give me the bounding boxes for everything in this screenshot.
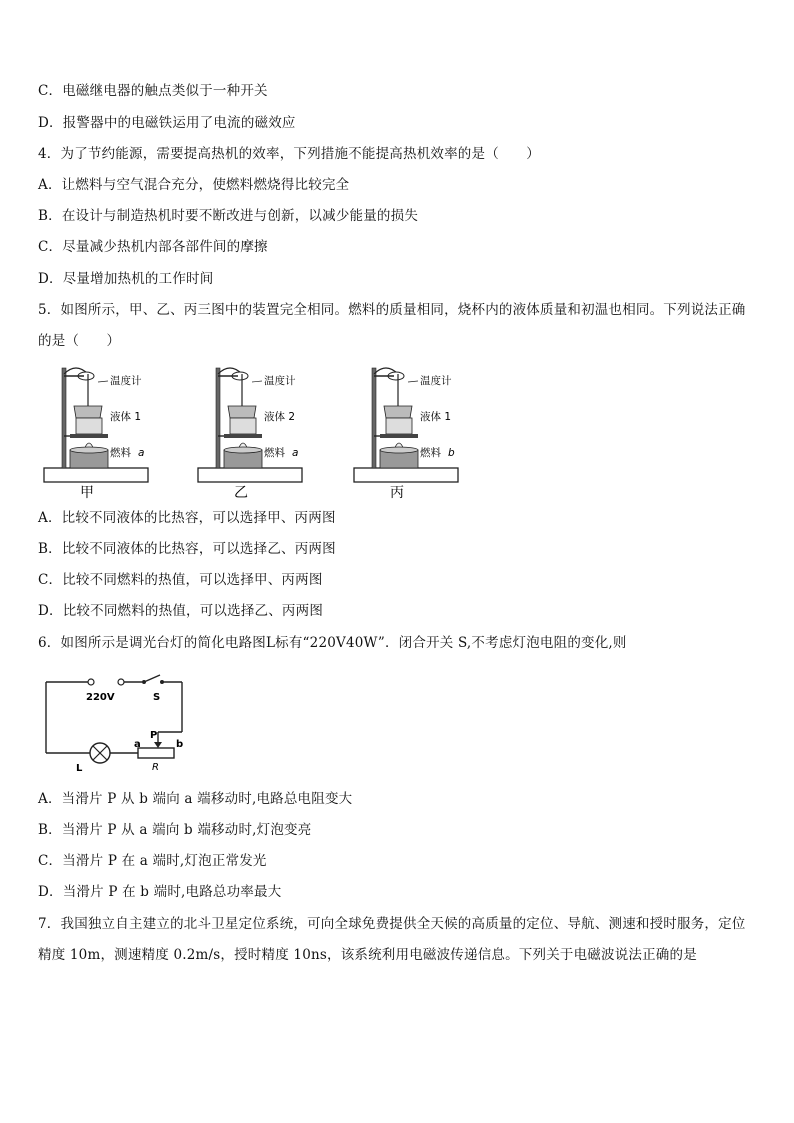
q5-option-d: D．比较不同燃料的热值，可以选择乙、丙两图 bbox=[38, 603, 324, 619]
caption-jia: 甲 bbox=[80, 485, 94, 501]
apparatus-figure bbox=[40, 360, 480, 502]
circuit-diagram bbox=[36, 670, 206, 774]
slider-arrow bbox=[154, 742, 162, 748]
q6-option-b: B．当滑片 P 从 a 端向 b 端移动时,灯泡变亮 bbox=[38, 822, 312, 838]
fuel-id: b bbox=[448, 447, 455, 459]
apparatus-bing bbox=[354, 368, 458, 501]
caption-yi: 乙 bbox=[234, 485, 248, 501]
q7-stem-line1: 7．我国独立自主建立的北斗卫星定位系统，可向全球免费提供全天候的高质量的定位、导航、测速和授时服务，定位 bbox=[38, 916, 746, 932]
thermometer-label: 温度计 bbox=[420, 375, 452, 387]
thermometer-label: 温度计 bbox=[110, 375, 142, 387]
liquid-label: 液体 1 bbox=[420, 411, 452, 423]
q5-stem-line2: 的是（ ） bbox=[38, 333, 121, 349]
terminal-right bbox=[118, 679, 124, 685]
fuel-id: a bbox=[292, 447, 299, 459]
rheostat bbox=[138, 748, 174, 758]
end-a-label: a bbox=[134, 739, 141, 750]
switch-blade bbox=[144, 675, 160, 682]
q4-stem: 4．为了节约能源，需要提高热机的效率，下列措施不能提高热机效率的是（ ） bbox=[38, 146, 540, 162]
caption-bing: 丙 bbox=[390, 485, 404, 501]
lamp-label: L bbox=[76, 763, 83, 774]
terminal-left bbox=[88, 679, 94, 685]
apparatus-jia bbox=[44, 368, 148, 501]
q5-option-a: A．比较不同液体的比热容，可以选择甲、丙两图 bbox=[38, 510, 336, 526]
q6-option-a: A．当滑片 P 从 b 端向 a 端移动时,电路总电阻变大 bbox=[38, 791, 353, 807]
q5-stem-line1: 5．如图所示，甲、乙、丙三图中的装置完全相同。燃料的质量相同，烧杯内的液体质量和初温也相同。下列说法正确 bbox=[38, 302, 746, 318]
q3-option-c: C．电磁继电器的触点类似于一种开关 bbox=[38, 83, 268, 99]
q4-option-a: A．让燃料与空气混合充分，使燃料燃烧得比较完全 bbox=[38, 177, 350, 193]
fuel-label: 燃料 bbox=[420, 447, 441, 459]
q4-option-b: B．在设计与制造热机时要不断改进与创新，以减少能量的损失 bbox=[38, 208, 419, 224]
liquid-label: 液体 1 bbox=[110, 411, 142, 423]
slider-label: P bbox=[150, 730, 158, 741]
q4-option-c: C．尽量减少热机内部各部件间的摩擦 bbox=[38, 239, 268, 255]
q6-option-d: D．当滑片 P 在 b 端时,电路总功率最大 bbox=[38, 884, 282, 900]
voltage-label: 220V bbox=[86, 692, 115, 703]
end-b-label: b bbox=[176, 739, 184, 750]
q3-option-d: D．报警器中的电磁铁运用了电流的磁效应 bbox=[38, 115, 296, 131]
fuel-label: 燃料 bbox=[264, 447, 285, 459]
q5-option-b: B．比较不同液体的比热容，可以选择乙、丙两图 bbox=[38, 541, 336, 557]
q6-stem: 6．如图所示是调光台灯的简化电路图L标有“220V40W”．闭合开关 S,不考虑灯泡电阻的变化,则 bbox=[38, 635, 627, 651]
q7-stem-line2: 精度 10m，测速精度 0.2m/s，授时精度 10ns，该系统利用电磁波传递信息。下列关于电磁波说法正确的是 bbox=[38, 947, 697, 963]
fuel-id: a bbox=[138, 447, 145, 459]
q6-option-c: C．当滑片 P 在 a 端时,灯泡正常发光 bbox=[38, 853, 267, 869]
switch-label: S bbox=[153, 692, 161, 703]
liquid-label: 液体 2 bbox=[264, 411, 296, 423]
thermometer-label: 温度计 bbox=[264, 375, 296, 387]
fuel-label: 燃料 bbox=[110, 447, 131, 459]
q4-option-d: D．尽量增加热机的工作时间 bbox=[38, 271, 214, 287]
q5-option-c: C．比较不同燃料的热值，可以选择甲、丙两图 bbox=[38, 572, 323, 588]
resistor-label: R bbox=[152, 762, 159, 773]
apparatus-yi bbox=[198, 368, 302, 501]
